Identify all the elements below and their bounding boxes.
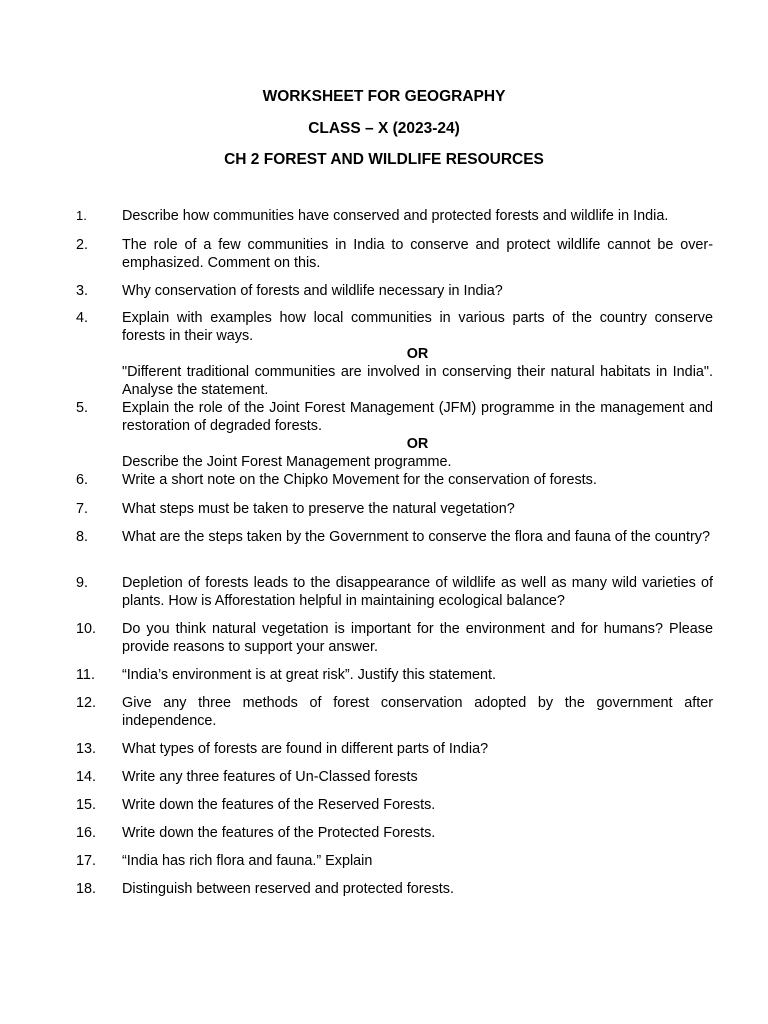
question-number: 9. — [76, 575, 89, 591]
question-number: 4. — [76, 310, 89, 326]
question-text: What steps must be taken to preserve the natural vegetation? — [122, 501, 515, 517]
question-number: 18. — [76, 881, 97, 897]
question-number: 2. — [76, 237, 89, 253]
question-number: 10. — [76, 621, 97, 637]
question-number: 7. — [76, 501, 89, 517]
question-text: Do you think natural vegetation is important for the environment and for humans? Please provide reasons to support your answer. — [122, 621, 713, 655]
chapter-title: CH 2 FOREST AND WILDLIFE RESOURCES — [224, 151, 544, 168]
question-text: What are the steps taken by the Government to conserve the flora and fauna of the country? — [122, 529, 710, 545]
question-text: Write down the features of the Protected Forests. — [122, 825, 436, 841]
question-text: The role of a few communities in India to conserve and protect wildlife cannot be over-emphasized. Comment on this. — [122, 237, 713, 271]
question-text: Explain the role of the Joint Forest Management (JFM) programme in the management and restoration of degraded forests. — [122, 400, 713, 434]
question-number: 1. — [76, 208, 87, 223]
question-number: 3. — [76, 283, 89, 299]
question-alt-text: "Different traditional communities are involved in conserving their natural habitats in India". Analyse the statement. — [122, 364, 713, 398]
question-text: “India’s environment is at great risk”. Justify this statement. — [122, 667, 497, 683]
or-divider: OR — [406, 346, 429, 362]
worksheet-title: WORKSHEET FOR GEOGRAPHY — [262, 88, 506, 105]
question-number: 12. — [76, 695, 97, 711]
question-text: What types of forests are found in different parts of India? — [122, 741, 489, 757]
question-text: Why conservation of forests and wildlife necessary in India? — [122, 283, 503, 299]
question-text: Write down the features of the Reserved Forests. — [122, 797, 436, 813]
question-number: 8. — [76, 529, 89, 545]
question-number: 15. — [76, 797, 97, 813]
question-alt-text: Describe the Joint Forest Management programme. — [122, 454, 452, 470]
question-text: Write a short note on the Chipko Movement for the conservation of forests. — [122, 472, 597, 488]
question-number: 17. — [76, 853, 97, 869]
question-number: 13. — [76, 741, 97, 757]
question-text: Describe how communities have conserved and protected forests and wildlife in India. — [122, 208, 669, 224]
question-text: Distinguish between reserved and protected forests. — [122, 881, 454, 897]
question-text: Give any three methods of forest conservation adopted by the government after independence. — [122, 695, 713, 729]
class-line: CLASS – X (2023-24) — [308, 120, 460, 137]
or-divider: OR — [406, 436, 429, 452]
question-text: Depletion of forests leads to the disappearance of wildlife as well as many wild varieties of plants. How is Afforestation helpful in maintaining ecological balance? — [122, 575, 713, 609]
question-number: 6. — [76, 472, 89, 488]
question-text: “India has rich flora and fauna.” Explain — [122, 853, 373, 869]
question-number: 5. — [76, 400, 89, 416]
question-number: 16. — [76, 825, 97, 841]
question-number: 14. — [76, 769, 97, 785]
question-text: Explain with examples how local communities in various parts of the country conserve forests in their ways. — [122, 310, 713, 344]
question-text: Write any three features of Un-Classed forests — [122, 769, 418, 785]
question-number: 11. — [76, 667, 95, 683]
